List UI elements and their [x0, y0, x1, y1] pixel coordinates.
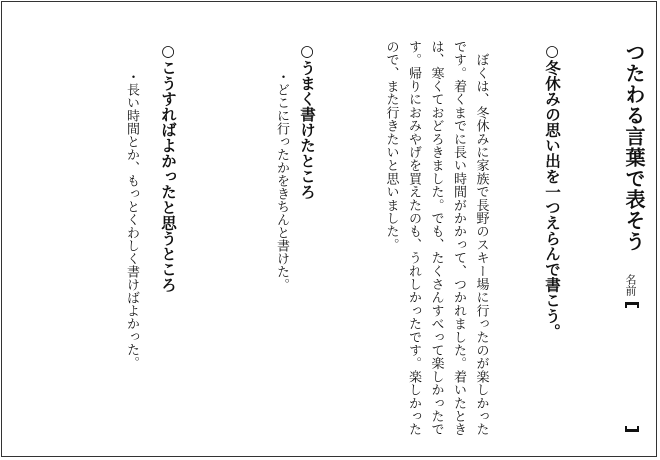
- name-bracket-open: [625, 302, 639, 308]
- name-bracket-close: [625, 426, 639, 432]
- worksheet-page: [1, 1, 657, 457]
- worksheet-title: つたわる言葉で表そう: [622, 42, 646, 252]
- section-body-winter-memory: ぼくは、冬休みに家族で長野のスキー場に行ったのが楽しかったです。着くまでに長い時間がかかって、つかれました。着いたときは、寒くておどろきました。でも、たくさんすべって楽しかったです。帰りにおみやげを買えたのも、うれしかったです。楽しかったので、また行きたいと思いました。: [383, 40, 489, 436]
- section-heading-good-points: ○うまく書けたところ: [298, 42, 316, 200]
- section-heading-improvements: ○こうすればよかったと思うところ: [159, 42, 177, 293]
- name-label: 名前: [624, 274, 637, 296]
- name-field[interactable]: [624, 302, 640, 432]
- section-body-improvements: ・長い時間とか、もっとくわしく書けばよかった。: [124, 70, 139, 369]
- section-body-good-points: ・どこに行ったかをきちんと書けた。: [274, 70, 289, 291]
- section-heading-winter-memory: ○冬休みの思い出を一つえらんで書こう。: [543, 42, 561, 339]
